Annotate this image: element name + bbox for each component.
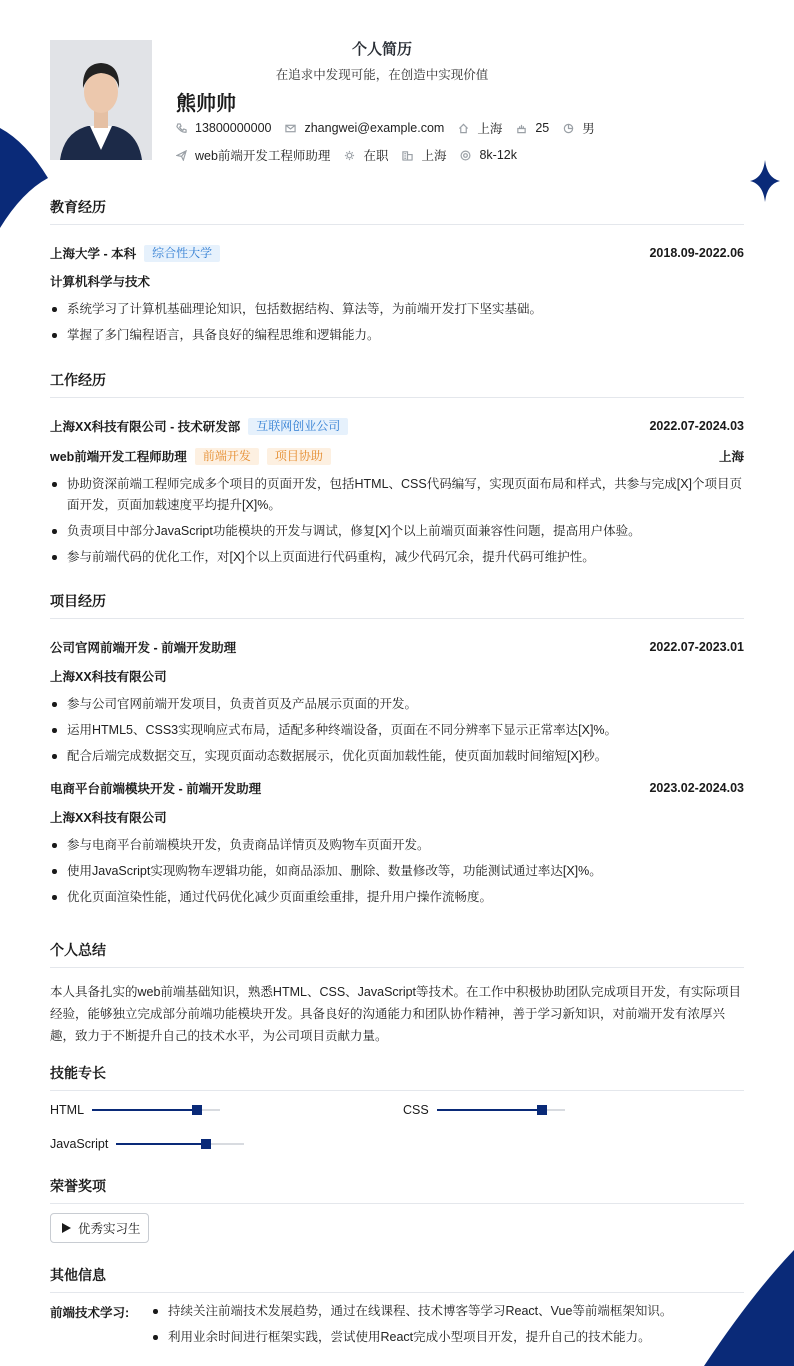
- resume-page: [50, 0, 744, 1366]
- age-text: 25: [535, 121, 550, 135]
- section-title-skills: 技能专长: [50, 1063, 744, 1091]
- gender-icon: [563, 123, 574, 134]
- mail-icon: [285, 123, 296, 134]
- project-title: 公司官网前端开发 - 前端开发助理: [50, 641, 237, 655]
- skill-item: [50, 1101, 220, 1119]
- list-item: 协助资深前端工程师完成多个项目的页面开发，包括HTML、CSS代码编写，实现页面布局和样式，共参与完成[X]个项目页面开发，页面加载速度平均提升[X]%。: [67, 474, 744, 516]
- document-title: 个人简历: [351, 41, 412, 58]
- home-text: 上海: [477, 122, 503, 136]
- info-phone: [176, 121, 271, 135]
- section-title-education: 教育经历: [50, 197, 744, 225]
- work-location: 上海: [718, 450, 744, 464]
- skill-bar-fill: [92, 1109, 197, 1111]
- skill-bar-fill: [116, 1143, 206, 1145]
- age-icon: [516, 123, 527, 134]
- target-job-text: web前端开发工程师助理: [195, 149, 331, 163]
- education-section: [50, 197, 744, 351]
- work-section: [50, 370, 744, 573]
- list-item: 优化页面渲染性能，通过代码优化减少页面重绘重排，提升用户操作流畅度。: [67, 887, 744, 908]
- document-subtitle: 在追求中发现可能，在创造中实现价值: [275, 68, 489, 82]
- education-header-row: [50, 244, 744, 262]
- phone-icon: [176, 123, 187, 134]
- section-title-summary: 个人总结: [50, 940, 744, 968]
- award-item[interactable]: [50, 1213, 149, 1243]
- work-date: 2022.07-2024.03: [649, 419, 744, 433]
- role-tag: 项目协助: [267, 448, 331, 465]
- skill-bar-knob: [537, 1105, 547, 1115]
- work-bullets: [50, 474, 744, 568]
- list-item: 参与前端代码的优化工作，对[X]个以上页面进行代码重构，减少代码冗余，提升代码可维护性。: [67, 547, 744, 568]
- list-item: 使用JavaScript实现购物车逻辑功能，如商品添加、删除、数量修改等，功能测试通过率达[X]%。: [67, 861, 744, 882]
- skill-bar-knob: [192, 1105, 202, 1115]
- skill-name: JavaScript: [50, 1137, 109, 1151]
- skill-bar: [116, 1143, 244, 1145]
- project-entry: [50, 779, 744, 908]
- section-title-other: 其他信息: [50, 1265, 744, 1293]
- summary-section: [50, 940, 744, 1047]
- city-text: 上海: [421, 149, 447, 163]
- salary-text: 8k-12k: [479, 148, 517, 162]
- city-icon: [402, 150, 413, 161]
- info-target-job: [176, 146, 330, 164]
- send-icon: [176, 150, 187, 161]
- star-icon: [750, 160, 780, 202]
- work-role-row: [50, 447, 744, 465]
- section-title-project: 项目经历: [50, 591, 744, 619]
- job-info-row: [176, 146, 531, 164]
- list-item: 系统学习了计算机基础理论知识，包括数据结构、算法等，为前端开发打下坚实基础。: [67, 299, 744, 320]
- section-title-awards: 荣誉奖项: [50, 1176, 744, 1204]
- info-home: [458, 119, 502, 137]
- list-item: 运用HTML5、CSS3实现响应式布局，适配多种终端设备，页面在不同分辨率下显示正常率达[X]%。: [67, 720, 744, 741]
- project-company: 上海XX科技有限公司: [50, 811, 167, 825]
- education-bullets: [50, 299, 744, 346]
- other-section: [50, 1265, 744, 1293]
- list-item: 负责项目中部分JavaScript功能模块的开发与调试，修复[X]个以上前端页面兼容性问题，提高用户体验。: [67, 521, 744, 542]
- other-bullets: [151, 1301, 761, 1353]
- info-status: [344, 146, 388, 164]
- list-item: 参与公司官网前端开发项目，负责首页及产品展示页面的开发。: [67, 694, 744, 715]
- list-item: 利用业余时间进行框架实践，尝试使用React完成小型项目开发，提升自己的技术能力。: [168, 1327, 761, 1348]
- skill-bar-fill: [437, 1109, 542, 1111]
- info-gender: [563, 119, 595, 137]
- info-email: [285, 121, 444, 135]
- project-entry: [50, 638, 744, 767]
- project-company: 上海XX科技有限公司: [50, 670, 167, 684]
- company-name: 上海XX科技有限公司 - 技术研发部: [50, 420, 241, 434]
- gender-text: 男: [582, 122, 595, 136]
- project-section: [50, 591, 744, 913]
- work-header-row: [50, 417, 744, 435]
- salary-icon: [460, 150, 471, 161]
- skill-item: [50, 1135, 244, 1153]
- skill-item: [403, 1101, 565, 1119]
- list-item: 持续关注前端技术发展趋势，通过在线课程、技术博客等学习React、Vue等前端框架知识。: [168, 1301, 761, 1322]
- candidate-name: 熊帅帅: [176, 93, 236, 115]
- list-item: 配合后端完成数据交互，实现页面动态数据展示，优化页面加载性能，使页面加载时间缩短[X]秒。: [67, 746, 744, 767]
- info-age: [516, 121, 549, 135]
- status-text: 在职: [363, 149, 389, 163]
- home-icon: [458, 123, 469, 134]
- info-city: [402, 146, 446, 164]
- skills-section: [50, 1063, 744, 1091]
- list-item: 掌握了多门编程语言，具备良好的编程思维和逻辑能力。: [67, 325, 744, 346]
- school-name: 上海大学 - 本科: [50, 247, 137, 261]
- contact-info-row: [176, 119, 609, 137]
- status-icon: [344, 150, 355, 161]
- role-tag: 前端开发: [195, 448, 259, 465]
- play-icon: [62, 1223, 71, 1233]
- section-title-work: 工作经历: [50, 370, 744, 398]
- project-bullets: [50, 835, 744, 908]
- work-role: web前端开发工程师助理: [50, 450, 187, 464]
- project-date: 2022.07-2023.01: [649, 640, 744, 654]
- awards-section: [50, 1176, 744, 1204]
- project-date: 2023.02-2024.03: [649, 781, 744, 795]
- list-item: 参与电商平台前端模块开发，负责商品详情页及购物车页面开发。: [67, 835, 744, 856]
- phone-text: 13800000000: [195, 121, 272, 135]
- company-type-tag: 互联网创业公司: [248, 418, 348, 435]
- project-header-row: [50, 638, 744, 656]
- summary-text: 本人具备扎实的web前端基础知识，熟悉HTML、CSS、JavaScript等技术。在工作中积极协助团队完成项目开发，有实际项目经验，能够独立完成部分前端功能模块开发。具备良好的沟通能力和团队协作精神，善于学习新知识，对前端开发有浓厚兴趣，致力于不断提升自己的技术水平，为公司项目贡献力量。: [50, 985, 742, 1043]
- project-bullets: [50, 694, 744, 767]
- email-text: zhangwei@example.com: [304, 121, 445, 135]
- skill-bar: [437, 1109, 565, 1111]
- project-title: 电商平台前端模块开发 - 前端开发助理: [50, 782, 262, 796]
- info-salary: [460, 148, 517, 162]
- skill-bar: [92, 1109, 220, 1111]
- education-date: 2018.09-2022.06: [649, 246, 744, 260]
- skill-name: HTML: [50, 1103, 85, 1117]
- skill-bar-knob: [201, 1139, 211, 1149]
- project-header-row: [50, 779, 744, 797]
- skill-name: CSS: [403, 1103, 429, 1117]
- school-type-tag: 综合性大学: [144, 245, 220, 262]
- education-major: 计算机科学与技术: [50, 275, 151, 289]
- award-label: 优秀实习生: [78, 1222, 141, 1236]
- other-label: 前端技术学习:: [50, 1306, 130, 1320]
